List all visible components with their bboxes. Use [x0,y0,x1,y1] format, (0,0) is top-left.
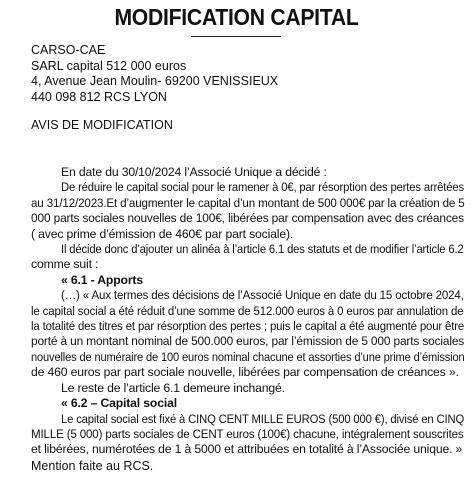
apports-text: la totalité des titres et par résorption des pertes ; puis le capital a été augmenté pour être [31,319,465,334]
body-line [31,211,464,226]
company-header [31,43,278,105]
reduction-text: De réduire le capital social pour le ramener à 0€, par résorption des pertes arrêtées [61,180,464,195]
body-line [31,303,464,319]
reduction-text: au 31/12/2023.Et d’augmenter le capital d’un montant de 500 000€ par la création de 5 [31,195,465,210]
reduction-text: ( avec prime d’émission de 460€ par part sociale). [31,226,294,241]
company-form-capital: SARL capital 512 000 euros [31,58,187,73]
body-line [61,180,464,195]
notice-body [31,165,465,458]
notice-type: AVIS DE MODIFICATION [31,118,173,132]
body-line [31,349,465,365]
company-address: 4, Avenue Jean Moulin- 69200 VENISSIEUX [31,74,279,88]
reduction-text: 000 parts sociales nouvelles de 100€, libérées par compensation avec des créances [31,211,464,226]
body-line [31,195,465,211]
article-decision-text: Il décide donc d’ajouter un alinéa à l’article 6.1 des statuts et de modifier l’article 6.2 [61,242,464,257]
section-heading-6-1: « 6.1 - Apports [61,272,143,287]
article-decision-text: comme suit : [31,257,99,272]
company-rcs: 440 098 812 RCS LYON [31,89,167,104]
body-line [31,227,461,242]
body-line [31,334,465,349]
apports-text: de 460 euros par part sociale nouvelle, libérées par compensation de créances ». [31,365,459,380]
title-underline [191,36,281,37]
body-line [31,365,461,380]
company-name: CARSO-CAE [31,43,106,57]
body-line [61,165,461,180]
apports-text: (…) « Aux termes des décisions de l’Associé Unique en date du 15 octobre 2024, [61,288,464,303]
unchanged-text: Le reste de l’article 6.1 demeure inchangé. [61,380,285,395]
notice-title: MODIFICATION CAPITAL [114,4,359,30]
body-line [61,381,461,396]
capital-social-text: MILLE (5 000) parts sociales de CENT euros (100€) chacune, intégralement souscrites [31,426,464,441]
capital-social-text: Le capital social est fixé à CINQ CENT MILLE EUROS (500 000 €), divisé en CINQ [61,411,465,426]
closing-mention: Mention faite au RCS. [31,459,154,473]
body-line [31,426,464,442]
apports-text: nouvelles de numéraire de 100 euros nominal chacune et assorties d’une prime d’émission [31,349,465,364]
capital-social-text: et libérées, numérotées de 1 à 5000 et attribuées en totalité à l’Associée unique. » [31,442,463,457]
apports-text: le capital social a été réduit d’une somme de 512.000 euros à 0 euros par annulation de [31,303,464,318]
body-line [31,257,461,272]
body-line [61,288,464,303]
apports-text: porté à un montant nominal de 500.000 euros, par l’émission de 5 000 parts sociales [31,334,465,349]
section-heading-6-2: « 6.2 – Capital social [61,396,177,411]
body-line [61,242,464,257]
body-line [31,319,465,334]
decision-date-text: En date du 30/10/2024 l’Associé Unique a décidé : [61,165,327,179]
body-line [61,411,465,427]
body-line [31,442,461,457]
